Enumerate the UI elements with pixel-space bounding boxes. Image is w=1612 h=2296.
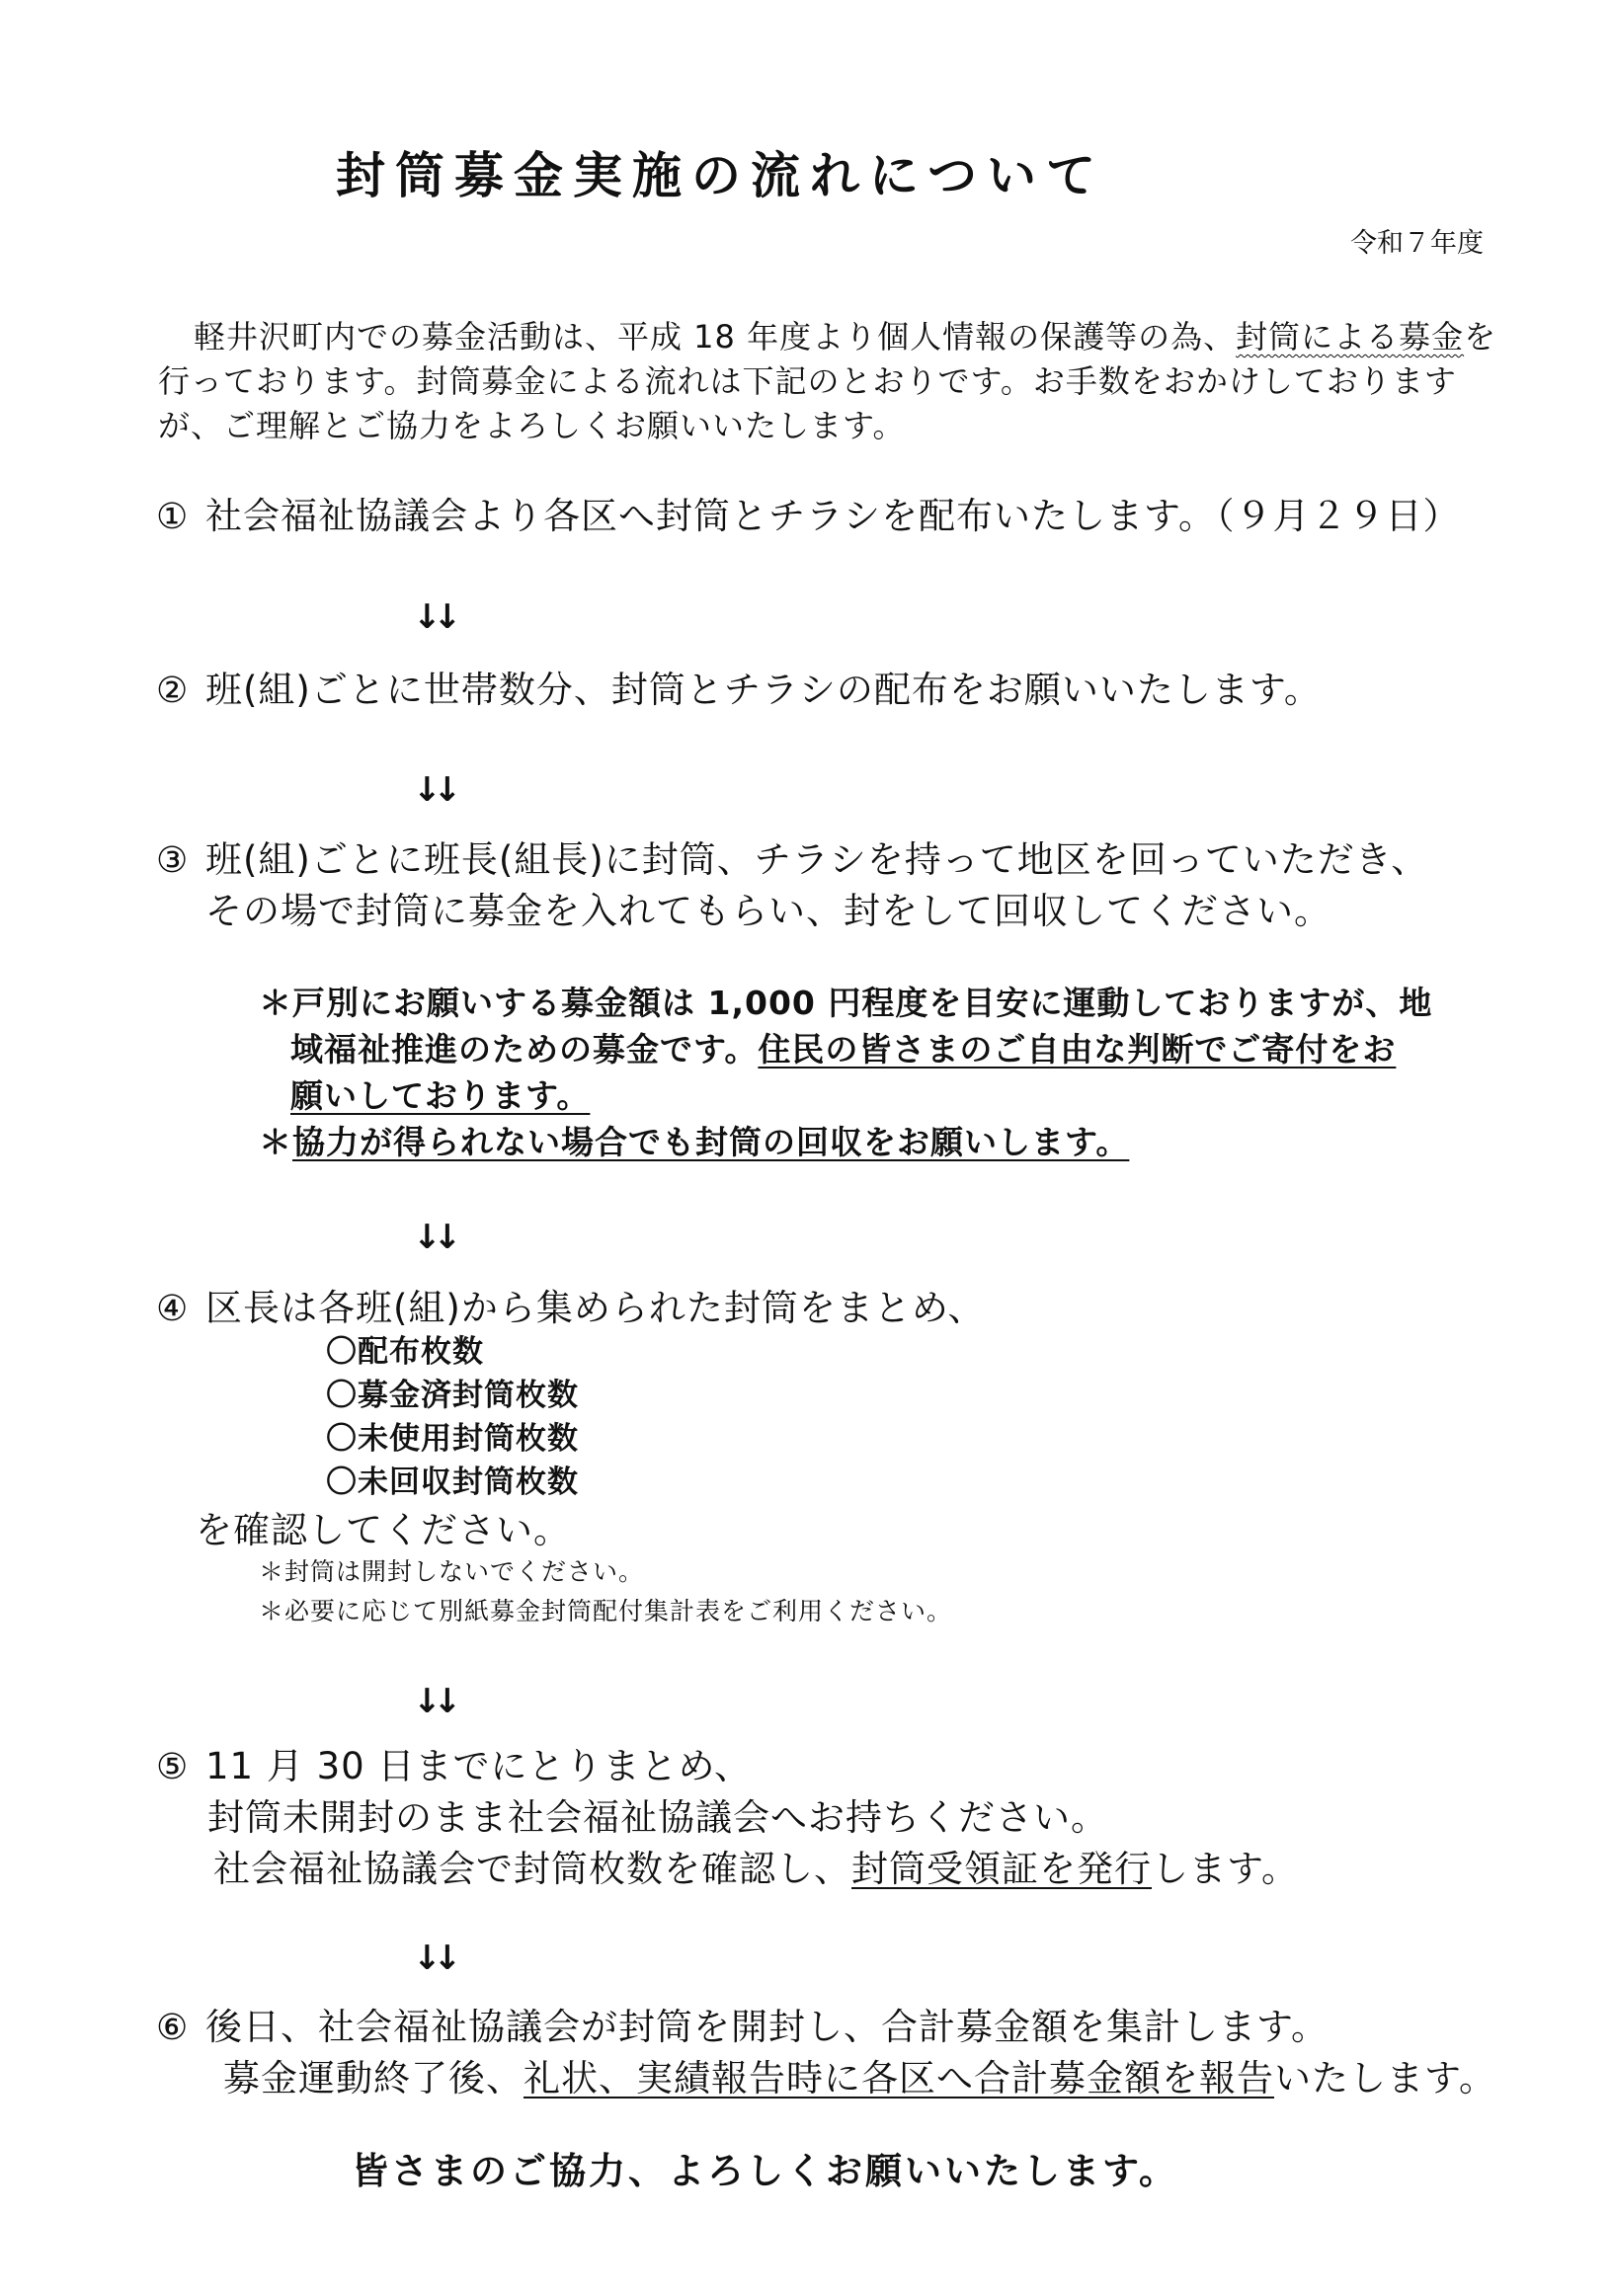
step-3-note-1-line-1: ＊戸別にお願いする募金額は 1,000 円程度を目安に運動しておりますが、地 [259, 984, 1433, 1022]
step-5-line-1: 11 月 30 日までにとりまとめ、 [205, 1745, 752, 1787]
step-1-number: ① [156, 497, 190, 537]
step-5-line-2: 封筒未開封のまま社会福祉協議会へお持ちください。 [207, 1796, 1108, 1839]
step-1 [156, 486, 1461, 539]
down-arrow-icon: ↓↓ [413, 1218, 453, 1257]
step-1-text: 社会福祉協議会より各区へ封筒とチラシを配布いたします。（９月２９日） [205, 495, 1461, 537]
step-3-note-1-text: 域福祉推進のための募金です。 [290, 1030, 759, 1069]
step-3-note-1-line-2 [290, 1024, 1396, 1070]
step-6-emphasis: 礼状、実績報告時に各区へ合計募金額を報告 [524, 2057, 1274, 2099]
step-6 [156, 1997, 1329, 2050]
step-5-number: ⑤ [156, 1747, 190, 1787]
check-item: 〇未回収封筒枚数 [326, 1465, 579, 1500]
step-4-confirm: を確認してください。 [196, 1509, 571, 1551]
step-6-number: ⑥ [156, 2008, 190, 2048]
step-5-emphasis: 封筒受領証を発行 [851, 1848, 1152, 1890]
check-item: 〇募金済封筒枚数 [326, 1378, 579, 1413]
step-6-line-2 [223, 2048, 1496, 2101]
step-5 [156, 1736, 752, 1789]
step-3-note-1-emphasis-end: 願いしております。 [290, 1076, 591, 1115]
step-5-line-3-text: 社会福祉協議会で封筒枚数を確認し、 [213, 1848, 851, 1890]
step-4 [156, 1278, 985, 1331]
down-arrow-icon: ↓↓ [413, 597, 453, 637]
step-2 [156, 660, 1322, 713]
step-4-number: ④ [156, 1289, 190, 1329]
check-item: 〇配布枚数 [326, 1334, 484, 1370]
step-6-line-2-end: いたします。 [1274, 2057, 1497, 2099]
intro-emphasis: 封筒による募金 [1236, 318, 1465, 356]
intro-line-3: が、ご理解とご協力をよろしくお願いいたします。 [158, 407, 906, 444]
intro-line-1-text: 軽井沢町内での募金活動は、平成 18 年度より個人情報の保護等の為、 [194, 318, 1237, 356]
check-item: 〇未使用封筒枚数 [326, 1421, 579, 1457]
intro-line-1-end: を [1464, 318, 1497, 356]
intro-line-2: 行っております。封筒募金による流れは下記のとおりです。お手数をおかけしております [158, 362, 1457, 400]
step-2-number: ② [156, 671, 190, 711]
step-6-line-2-text: 募金運動終了後、 [223, 2057, 524, 2099]
intro-line-1 [194, 312, 1496, 357]
step-3-note-2-text: 協力が得られない場合でも封筒の回収をお願いします。 [292, 1123, 1130, 1161]
down-arrow-icon: ↓↓ [413, 1939, 453, 1978]
document-title: 封筒募金実施の流れについて [336, 147, 1105, 204]
down-arrow-icon: ↓↓ [413, 1682, 453, 1721]
step-6-line-1: 後日、社会福祉協議会が封筒を開封し、合計募金額を集計します。 [205, 2006, 1330, 2048]
fiscal-year: 令和７年度 [1350, 228, 1484, 259]
down-arrow-icon: ↓↓ [413, 770, 453, 810]
step-3-note-1-emphasis: 住民の皆さまのご自由な判断でご寄付をお [758, 1030, 1397, 1069]
step-4-note-2: ＊必要に応じて別紙募金封筒配付集計表をご利用ください。 [259, 1597, 953, 1625]
step-3 [156, 830, 1428, 883]
step-4-text: 区長は各班(組)から集められた封筒をまとめ、 [205, 1287, 986, 1329]
step-3-note-1-line-3 [290, 1070, 590, 1117]
step-5-line-3 [213, 1839, 1299, 1892]
step-3-line-2: その場で封筒に募金を入れてもらい、封をして回収してください。 [205, 890, 1331, 932]
step-5-line-3-end: します。 [1152, 1848, 1300, 1890]
closing-message: 皆さまのご協力、よろしくお願いいたします。 [352, 2150, 1179, 2192]
step-2-text: 班(組)ごとに世帯数分、封筒とチラシの配布をお願いいたします。 [205, 669, 1322, 711]
step-3-note-2-mark: ＊ [259, 1123, 292, 1161]
step-3-note-2 [259, 1117, 1129, 1163]
step-4-note-1: ＊封筒は開封しないでください。 [259, 1557, 645, 1586]
step-3-number: ③ [156, 840, 190, 881]
step-3-line-1: 班(組)ごとに班長(組長)に封筒、チラシを持って地区を回っていただき、 [205, 838, 1429, 881]
